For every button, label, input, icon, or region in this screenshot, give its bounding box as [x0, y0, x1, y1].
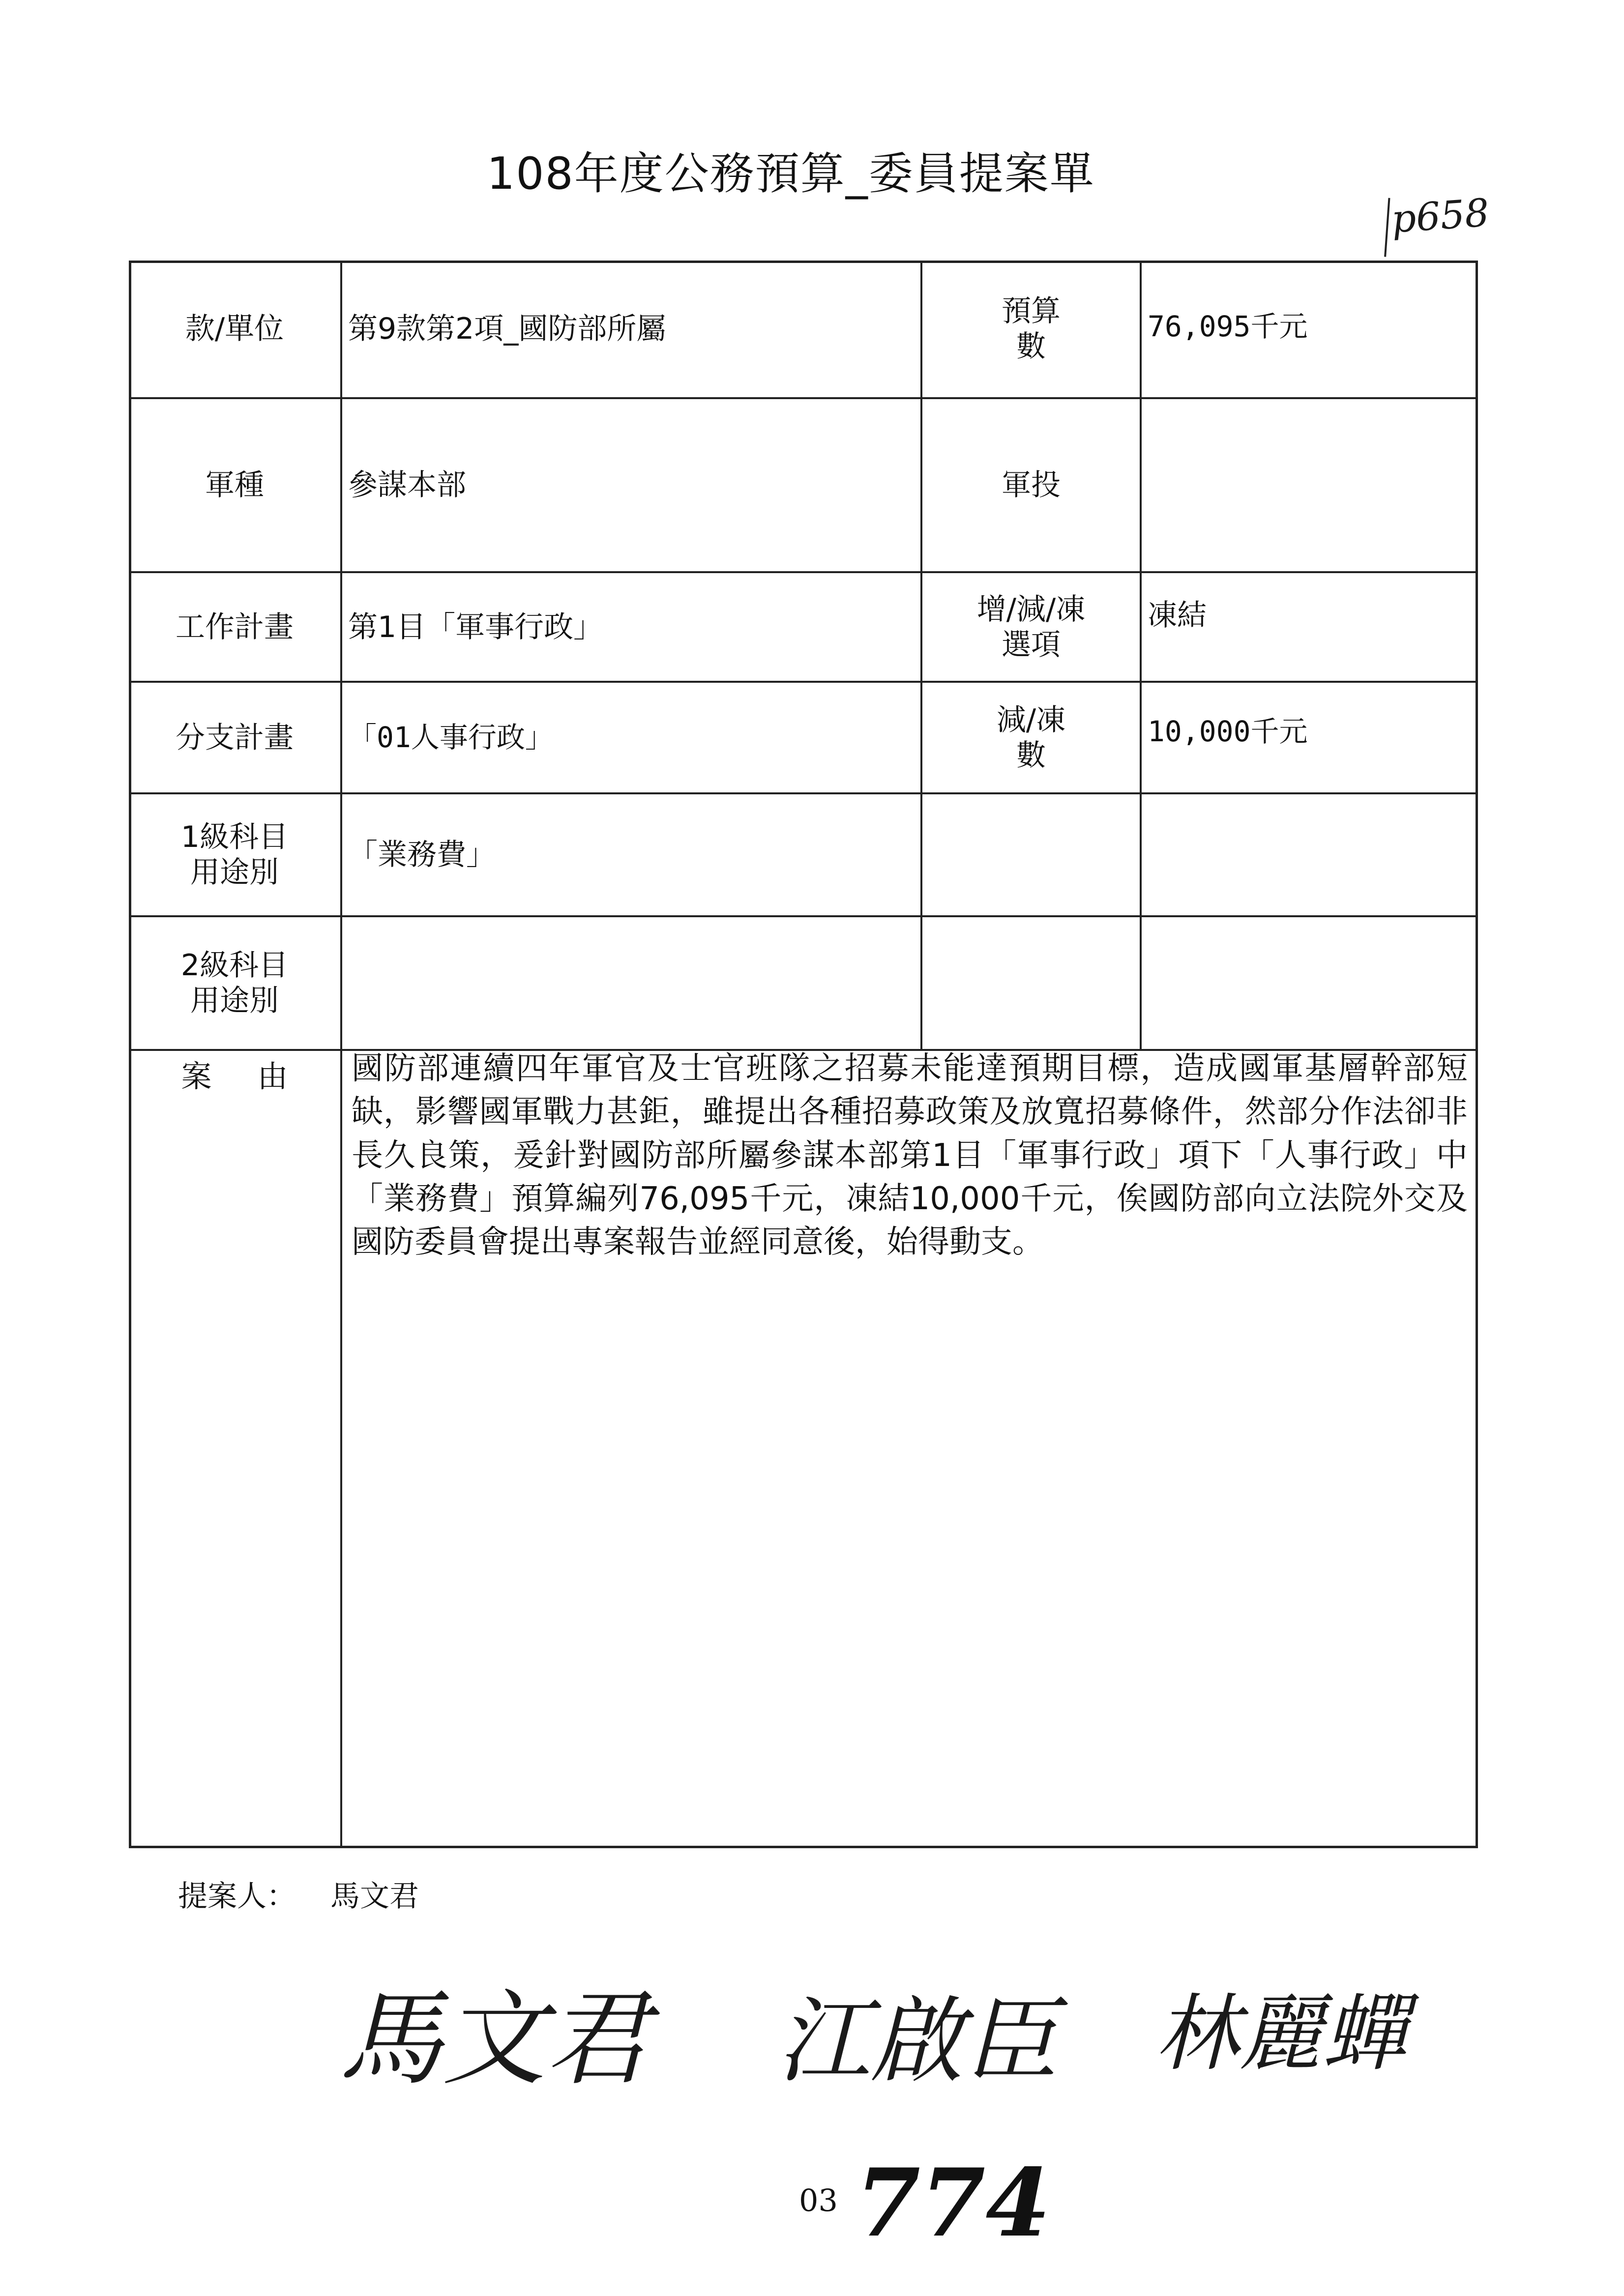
- branch-plan-label: 分支計畫: [176, 720, 294, 755]
- amount-label: [922, 683, 1140, 792]
- option-label-line1: 增/減/凍: [976, 592, 1086, 627]
- branch-plan-value: 「01人事行政」: [348, 720, 554, 754]
- option-label: [922, 573, 1140, 681]
- service-label: 軍種: [205, 468, 264, 502]
- proposer-label: 提案人：: [178, 1879, 296, 1914]
- level2-label-line1: 2級科目: [180, 948, 289, 983]
- reason-text: 國防部連續四年軍官及士官班隊之招募未能達預期目標，造成國軍基層幹部短缺，影響國軍戰力甚鉅，雖提出各種招募政策及放寬招募條件，然部分作法卻非長久良策，爰針對國防部所屬參謀本部第1目「軍事行政」項下「人事行政」中「業務費」預算編列76,095千元，凍結10,000千元，俟國防部向立法院外交及國防委員會提出專案報告並經同意後，始得動支。: [352, 1050, 1468, 1261]
- signature-3: 林麗蟬: [1155, 1985, 1407, 2083]
- reason-label: [129, 1052, 340, 1096]
- unit-value: 第9款第2項_國防部所屬: [348, 312, 666, 346]
- page-number-printed: 03: [799, 2182, 838, 2218]
- amount-label-line2: 數: [1016, 738, 1046, 773]
- level2-label-line2: 用途別: [190, 984, 279, 1018]
- reason-label-char1: 案: [181, 1058, 212, 1094]
- unit-label: 款/單位: [185, 312, 284, 346]
- amount-label-line1: 減/凍: [996, 702, 1066, 737]
- military-value: [1142, 399, 1476, 571]
- proposer-line: [178, 1873, 419, 1915]
- level1-label: [129, 794, 340, 915]
- military-label: 軍投: [1002, 468, 1061, 502]
- amount-value: 10,000千元: [1148, 715, 1308, 748]
- option-label-line2: 選項: [1002, 627, 1061, 662]
- budget-label: [922, 261, 1140, 397]
- form-title: 108年度公務預算_委員提案單: [487, 148, 1095, 200]
- level1-label-line1: 1級科目: [180, 820, 289, 854]
- page-mark: p658: [1390, 191, 1491, 242]
- reason-label-char2: 由: [257, 1058, 288, 1094]
- proposer-name: 馬文君: [330, 1879, 419, 1914]
- signature-2: 江啟臣: [777, 1987, 1058, 2095]
- level1-label-line2: 用途別: [190, 855, 279, 890]
- budget-value: 76,095千元: [1148, 310, 1308, 343]
- option-value: 凍結: [1148, 598, 1207, 633]
- level1-value: 「業務費」: [348, 838, 496, 872]
- level2-value: [342, 917, 920, 1049]
- work-plan-label: 工作計畫: [176, 610, 294, 644]
- level2-label: [129, 917, 340, 1049]
- service-value: 參謀本部: [348, 468, 466, 502]
- signature-1: 馬文君: [339, 1979, 650, 2099]
- budget-label-line2: 數: [1016, 329, 1046, 364]
- page-number-handwritten: 774: [856, 2148, 1051, 2258]
- work-plan-value: 第1目「軍事行政」: [348, 610, 603, 644]
- budget-label-line1: 預算: [1002, 294, 1061, 328]
